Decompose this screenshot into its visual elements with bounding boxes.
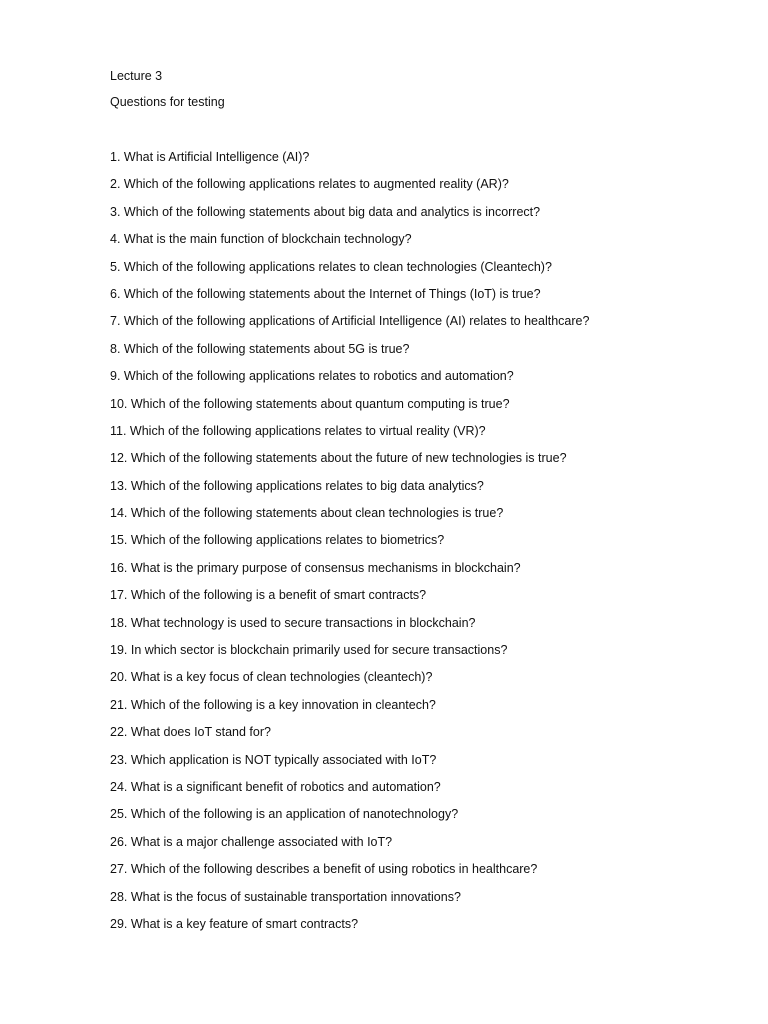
- question-item: 8. Which of the following statements about 5G is true?: [110, 341, 410, 356]
- question-item: 9. Which of the following applications relates to robotics and automation?: [110, 369, 514, 384]
- question-item: 1. What is Artificial Intelligence (AI)?: [110, 150, 310, 164]
- question-item: 25. Which of the following is an application of nanotechnology?: [110, 807, 459, 822]
- question-item: 11. Which of the following applications relates to virtual reality (VR)?: [110, 423, 486, 438]
- question-item: 4. What is the main function of blockchain technology?: [110, 232, 412, 247]
- question-item: 5. Which of the following applications relates to clean technologies (Cleantech)?: [110, 259, 552, 274]
- question-item: 12. Which of the following statements about the future of new technologies is true?: [110, 451, 567, 466]
- question-item: 10. Which of the following statements about quantum computing is true?: [110, 396, 510, 411]
- question-item: 23. Which application is NOT typically associated with IoT?: [110, 752, 437, 767]
- question-item: 15. Which of the following applications relates to biometrics?: [110, 533, 445, 548]
- question-list: [110, 149, 730, 932]
- question-item: 27. Which of the following describes a benefit of using robotics in healthcare?: [110, 862, 538, 877]
- question-item: 18. What technology is used to secure transactions in blockchain?: [110, 615, 476, 630]
- question-item: 2. Which of the following applications relates to augmented reality (AR)?: [110, 177, 509, 192]
- question-item: 7. Which of the following applications of Artificial Intelligence (AI) relates to healthcare?: [110, 314, 590, 329]
- question-item: 28. What is the focus of sustainable transportation innovations?: [110, 889, 461, 904]
- question-item: 29. What is a key feature of smart contracts?: [110, 916, 359, 931]
- question-item: 22. What does IoT stand for?: [110, 725, 271, 740]
- question-item: 20. What is a key focus of clean technologies (cleantech)?: [110, 670, 433, 685]
- question-item: 21. Which of the following is a key innovation in cleantech?: [110, 697, 436, 712]
- question-item: 3. Which of the following statements about big data and analytics is incorrect?: [110, 204, 541, 219]
- question-item: 14. Which of the following statements about clean technologies is true?: [110, 506, 504, 521]
- document-subtitle: Questions for testing: [110, 95, 225, 109]
- question-item: 13. Which of the following applications relates to big data analytics?: [110, 478, 484, 493]
- question-item: 26. What is a major challenge associated with IoT?: [110, 834, 393, 849]
- question-item: 6. Which of the following statements about the Internet of Things (IoT) is true?: [110, 286, 541, 301]
- document-body: [110, 68, 730, 943]
- question-item: 16. What is the primary purpose of consensus mechanisms in blockchain?: [110, 560, 521, 575]
- question-item: 24. What is a significant benefit of robotics and automation?: [110, 779, 441, 794]
- lecture-title: Lecture 3: [110, 69, 163, 83]
- question-item: 19. In which sector is blockchain primarily used for secure transactions?: [110, 643, 508, 658]
- question-item: 17. Which of the following is a benefit of smart contracts?: [110, 588, 427, 603]
